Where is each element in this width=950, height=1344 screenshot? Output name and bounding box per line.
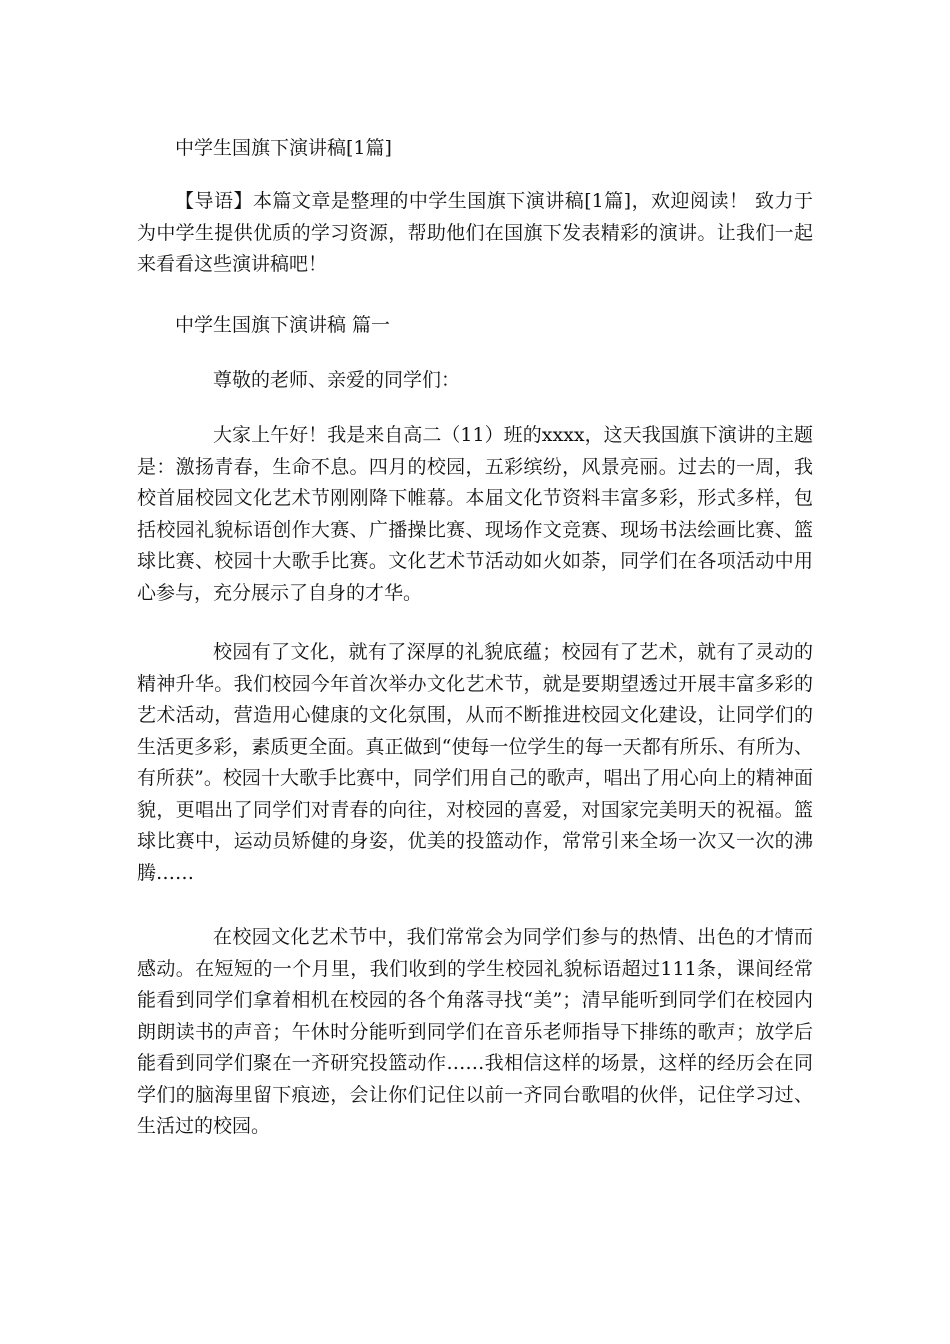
intro-paragraph: 【导语】本篇文章是整理的中学生国旗下演讲稿[1篇]，欢迎阅读！ 致力于为中学生提供优质的学习资源，帮助他们在国旗下发表精彩的演讲。让我们一起来看看这些演讲稿吧！ xyxy=(137,190,813,275)
section-title: 中学生国旗下演讲稿 篇一 xyxy=(175,314,391,336)
salutation: 尊敬的老师、亲爱的同学们： xyxy=(213,369,461,391)
document-title: 中学生国旗下演讲稿[1篇] xyxy=(175,137,392,159)
body-paragraph: 校园有了文化，就有了深厚的礼貌底蕴；校园有了艺术，就有了灵动的精神升华。我们校园今年首次举办文化艺术节，就是要期望透过开展丰富多彩的艺术活动，营造用心健康的文化氛围，从而不断推进校园文化建设，让同学们的生活更多彩，素质更全面。真正做到“使每一位学生的每一天都有所乐、有所为、有所获”。校园十大歌手比赛中，同学们用自己的歌声，唱出了用心向上的精神面貌，更唱出了同学们对青春的向往，对校园的喜爱，对国家完美明天的祝福。篮球比赛中，运动员矫健的身姿，优美的投篮动作，常常引来全场一次又一次的沸腾…… xyxy=(137,641,813,884)
body-paragraph: 大家上午好！我是来自高二（11）班的xxxx，这天我国旗下演讲的主题是：激扬青春，生命不息。四月的校园，五彩缤纷，风景亮丽。过去的一周，我校首届校园文化艺术节刚刚降下帷幕。本届文化节资料丰富多彩，形式多样，包括校园礼貌标语创作大赛、广播操比赛、现场作文竞赛、现场书法绘画比赛、篮球比赛、校园十大歌手比赛。文化艺术节活动如火如荼，同学们在各项活动中用心参与，充分展示了自身的才华。 xyxy=(137,424,813,604)
body-paragraph: 在校园文化艺术节中，我们常常会为同学们参与的热情、出色的才情而感动。在短短的一个月里，我们收到的学生校园礼貌标语超过111条，课间经常能看到同学们拿着相机在校园的各个角落寻找“美”；清早能听到同学们在校园内朗朗读书的声音；午休时分能听到同学们在音乐老师指导下排练的歌声；放学后能看到同学们聚在一齐研究投篮动作……我相信这样的场景，这样的经历会在同学们的脑海里留下痕迹，会让你们记住以前一齐同台歌唱的伙伴，记住学习过、生活过的校园。 xyxy=(137,926,813,1137)
